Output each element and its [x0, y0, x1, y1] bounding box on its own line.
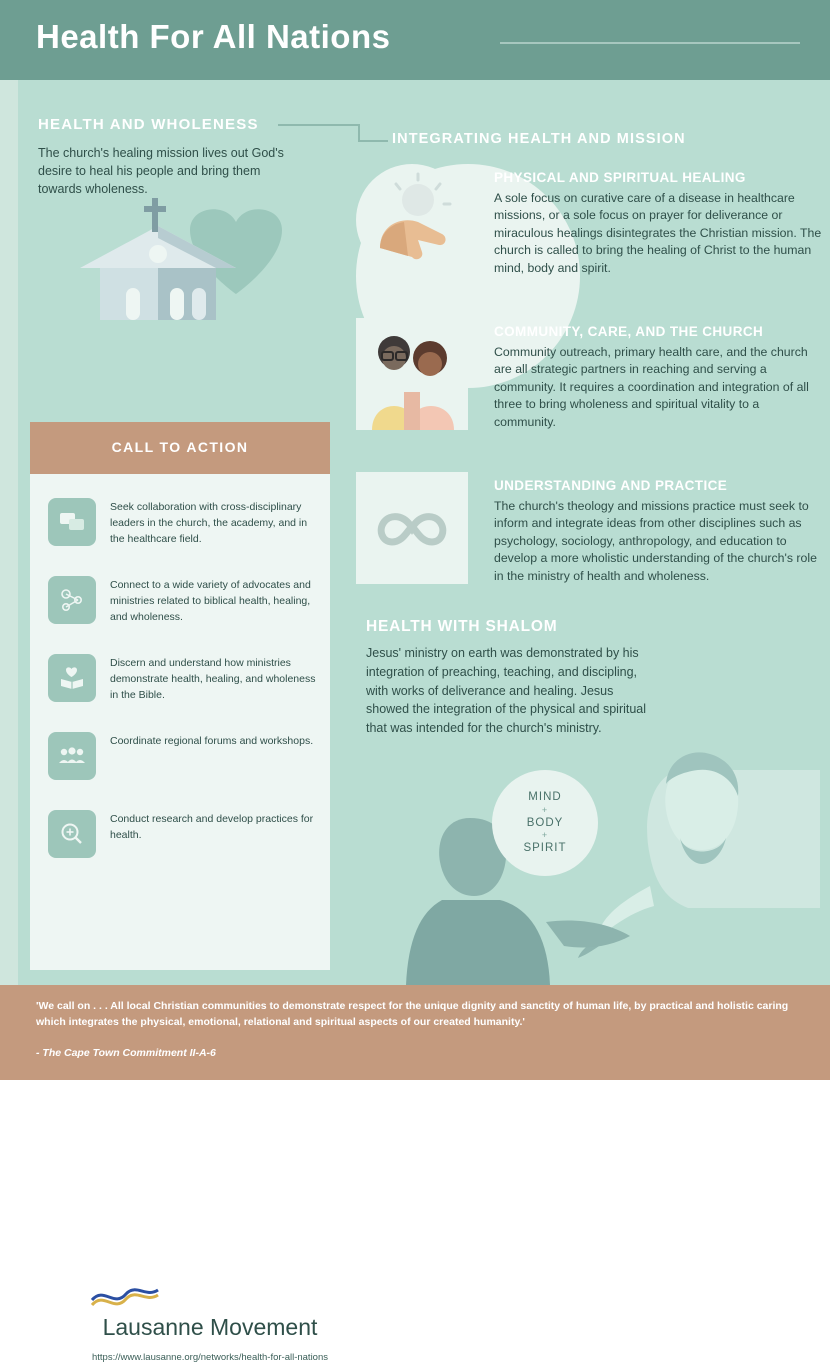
hand-sun-icon	[356, 164, 468, 276]
mbs-mind: MIND	[528, 791, 562, 804]
section-title-health-wholeness: HEALTH AND WHOLENESS	[38, 116, 259, 133]
speech-bubbles-icon	[48, 498, 96, 546]
cta-item-1-text: Seek collaboration with cross-disciplinary leaders in the church, the academy, and in the healthcare field.	[110, 501, 308, 545]
call-to-action-header	[30, 422, 330, 474]
call-to-action-title: CALL TO ACTION	[111, 439, 249, 455]
infinity-icon	[356, 472, 468, 584]
integrating-block-3-body: The church's theology and missions practice must seek to inform and integrate ideas from other disciplines such as psychology, sociology, anthropology, and education to develop a more wholistic understanding of the church's role in the ministry of health and wholeness.	[494, 499, 817, 583]
group-people-icon	[48, 732, 96, 780]
bible-heart-icon	[48, 654, 96, 702]
mbs-sep-1: +	[541, 804, 549, 815]
section-body-health-wholeness: The church's healing mission lives out God's desire to heal his people and bring them towards wholeness.	[38, 146, 284, 197]
cta-item-5-text: Conduct research and develop practices for health.	[110, 813, 314, 841]
page-footer	[0, 985, 830, 1080]
integrating-block-2-body: Community outreach, primary health care, and the church are all strategic partners in reaching and serving a community. It requires a coordination and integration of all three to bring wholeness and spiritual vitality to a community.	[494, 345, 809, 429]
left-accent-stripe	[0, 80, 18, 985]
page-title: Health For All Nations	[36, 18, 391, 55]
magnifier-plus-icon	[48, 810, 96, 858]
church-heart-illustration	[40, 190, 320, 390]
section-title-shalom: HEALTH WITH SHALOM	[366, 618, 558, 635]
mbs-body: BODY	[526, 816, 564, 829]
section-body-shalom: Jesus' ministry on earth was demonstrated by his integration of preaching, teaching, and discipling, with works of deliverance and healing. Jesus showed the integration of the physical and spiritual that was intended for the church's ministry.	[366, 646, 647, 735]
connector-line-horizontal-2	[358, 140, 388, 142]
mbs-sep-2: +	[541, 830, 549, 841]
cta-item-4-text: Coordinate regional forums and workshops.	[110, 735, 314, 747]
connector-line-horizontal	[278, 124, 360, 126]
integrating-block-3-heading: UNDERSTANDING AND PRACTICE	[494, 478, 728, 493]
cta-item-2-text: Connect to a wide variety of advocates and ministries related to biblical health, healing, and wholeness.	[110, 579, 311, 623]
lausanne-url[interactable]: https://www.lausanne.org/networks/health-for-all-nations	[91, 1352, 329, 1363]
lausanne-logo-text: Lausanne Movement	[102, 1314, 318, 1340]
mbs-spirit: SPIRIT	[523, 842, 567, 855]
section-title-integrating: INTEGRATING HEALTH AND MISSION	[392, 131, 686, 147]
header-divider	[500, 42, 800, 44]
two-people-icon	[356, 318, 468, 430]
lausanne-wave-icon	[90, 1284, 160, 1310]
integrating-block-2-heading: COMMUNITY, CARE, AND THE CHURCH	[494, 324, 764, 339]
mind-body-spirit-circle	[492, 770, 598, 876]
footer-quote: 'We call on . . . All local Christian communities to demonstrate respect for the unique dignity and sanctity of human life, by practical and holistic caring which integrates the physical, emotional, relational and spiritual aspects of our created humanity.'	[36, 1000, 789, 1028]
network-nodes-icon	[48, 576, 96, 624]
cta-item-3-text: Discern and understand how ministries demonstrate health, healing, and wholeness in the Bible.	[110, 657, 316, 701]
integrating-block-1-heading: PHYSICAL AND SPIRITUAL HEALING	[494, 170, 746, 185]
integrating-block-1-body: A sole focus on curative care of a disease in healthcare missions, or a sole focus on prayer for deliverance or miraculous healings disintegrates the Christian mission. The church is called to bring the healing of Christ to the human mind, body and spirit.	[494, 191, 822, 275]
page-header	[0, 0, 830, 80]
footer-source: - The Cape Town Commitment II-A-6	[36, 1047, 216, 1059]
